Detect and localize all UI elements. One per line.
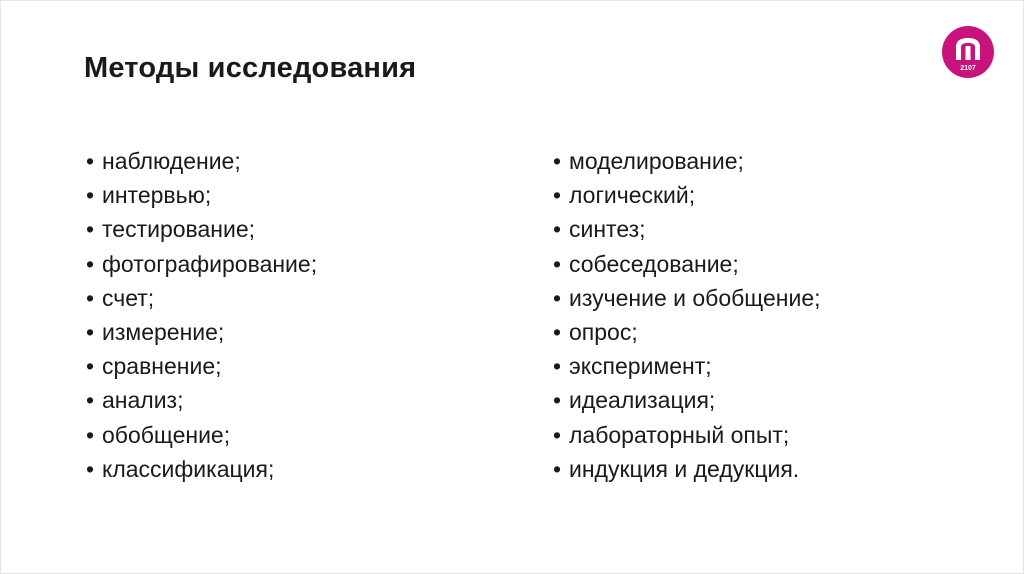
list-item [553,383,821,417]
list-item [86,281,317,315]
list-item-text: индукция и дедукция. [569,455,800,482]
list-item-text: тестирование; [102,216,256,243]
list-item [553,418,821,452]
list-item [86,452,317,486]
list-item-text: синтез; [569,216,646,243]
methods-list-left [86,144,317,486]
list-item-text: лабораторный опыт; [569,421,790,448]
bullet: • [86,421,95,448]
list-item [553,315,821,349]
bullet: • [553,148,562,174]
list-item [553,452,821,486]
slide-title: Методы исследования [84,52,417,84]
list-item-text: эксперимент; [569,353,712,380]
list-item-text: наблюдение; [102,148,241,174]
school-logo-icon [941,25,995,79]
list-item-text: счет; [102,284,155,311]
list-item-text: фотографирование; [102,250,318,277]
bullet: • [553,387,562,414]
list-item-text: изучение и обобщение; [569,284,821,311]
bullet: • [553,216,562,243]
bullet: • [553,250,562,277]
list-item [553,247,821,281]
list-item-text: опрос; [569,318,638,345]
list-item [553,144,821,178]
bullet: • [86,318,95,345]
logo-number: 2107 [960,65,976,72]
list-item [553,281,821,315]
list-item-text: моделирование; [569,148,744,174]
list-item-text: сравнение; [102,353,222,380]
school-logo-graphic [941,25,995,79]
bullet: • [553,421,562,448]
methods-list-right [553,144,821,486]
bullet: • [86,250,95,277]
list-item [553,349,821,383]
bullet: • [86,455,95,482]
bullet: • [86,353,95,380]
logo-pillar [966,46,971,60]
list-item-text: анализ; [102,387,184,414]
bullet: • [553,182,562,209]
list-item [86,383,317,417]
list-item [86,144,317,178]
list-item-text: обобщение; [102,421,231,448]
list-item-text: интервью; [102,182,212,209]
list-item-text: идеализация; [569,387,716,414]
list-item [86,349,317,383]
bullet: • [86,182,95,209]
list-item [553,178,821,212]
list-item-text: собеседование; [569,250,739,277]
bullet: • [86,284,95,311]
bullet: • [553,455,562,482]
list-item [86,178,317,212]
list-item [553,212,821,246]
list-item [86,247,317,281]
bullet: • [553,353,562,380]
list-item [86,212,317,246]
bullet: • [86,387,95,414]
bullet: • [86,148,95,174]
list-item [86,315,317,349]
bullet: • [553,318,562,345]
list-item-text: классификация; [102,455,275,482]
bullet: • [86,216,95,243]
bullet: • [553,284,562,311]
list-item-text: логический; [569,182,696,209]
list-item-text: измерение; [102,318,225,345]
list-item [86,418,317,452]
